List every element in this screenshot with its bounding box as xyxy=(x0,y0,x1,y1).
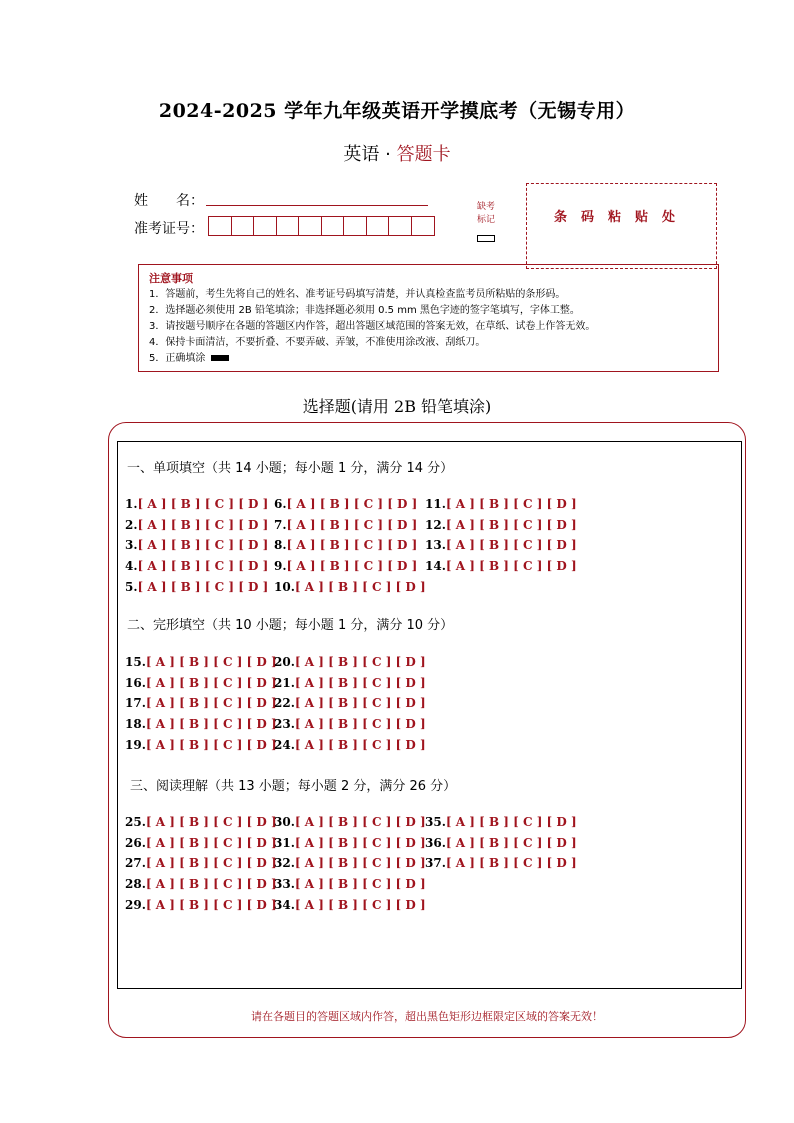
answer-options[interactable]: [ A ] [ B ] [ C ] [ D ] xyxy=(286,517,418,532)
answer-options[interactable]: [ A ] [ B ] [ C ] [ D ] xyxy=(145,815,277,829)
part-title-single-choice: 一、单项填空（共 14 小题；每小题 1 分，满分 14 分） xyxy=(127,461,454,476)
question-30[interactable] xyxy=(274,815,426,829)
answer-options[interactable]: [ A ] [ B ] [ C ] [ D ] xyxy=(137,517,269,532)
question-number: 8. xyxy=(274,538,287,553)
question-number: 17. xyxy=(125,696,146,711)
question-number: 28. xyxy=(125,877,146,892)
question-10[interactable] xyxy=(274,580,426,594)
choice-section-title: 选择题(请用 2B 铅笔填涂) xyxy=(302,397,492,416)
question-12[interactable] xyxy=(425,518,577,532)
missing-exam-checkbox[interactable] xyxy=(477,235,495,242)
question-number: 14. xyxy=(425,559,446,574)
answer-options[interactable]: [ A ] [ B ] [ C ] [ D ] xyxy=(286,538,418,553)
question-4[interactable] xyxy=(125,559,268,573)
question-number: 4. xyxy=(125,559,138,574)
question-35[interactable] xyxy=(425,815,577,829)
answer-options[interactable]: [ A ] [ B ] [ C ] [ D ] xyxy=(294,877,426,892)
part-title-reading: 三、阅读理解（共 13 小题；每小题 2 分，满分 26 分） xyxy=(130,779,457,794)
question-28[interactable] xyxy=(125,877,277,891)
question-number: 33. xyxy=(274,877,295,892)
question-number: 32. xyxy=(274,856,295,871)
answer-options[interactable]: [ A ] [ B ] [ C ] [ D ] xyxy=(145,696,277,711)
question-19[interactable] xyxy=(125,738,277,752)
answer-options[interactable]: [ A ] [ B ] [ C ] [ D ] xyxy=(137,579,269,594)
question-1[interactable] xyxy=(125,497,268,511)
part-title-cloze: 二、完形填空（共 10 小题；每小题 1 分，满分 10 分） xyxy=(127,618,454,633)
answer-options[interactable]: [ A ] [ B ] [ C ] [ D ] xyxy=(145,897,277,912)
answer-options[interactable]: [ A ] [ B ] [ C ] [ D ] xyxy=(445,815,577,829)
question-number: 29. xyxy=(125,897,146,912)
answer-options[interactable]: [ A ] [ B ] [ C ] [ D ] xyxy=(145,877,277,892)
footer-warning: 请在各题目的答题区域内作答，超出黑色矩形边框限定区域的答案无效！ xyxy=(251,1010,603,1023)
answer-options[interactable]: [ A ] [ B ] [ C ] [ D ] xyxy=(145,655,277,669)
answer-options[interactable]: [ A ] [ B ] [ C ] [ D ] xyxy=(286,559,418,574)
barcode-area xyxy=(526,183,717,269)
question-5[interactable] xyxy=(125,580,268,594)
question-14[interactable] xyxy=(425,559,577,573)
answer-options[interactable]: [ A ] [ B ] [ C ] [ D ] xyxy=(294,696,426,711)
subject-label: 英语 · xyxy=(343,144,397,165)
answer-options[interactable]: [ A ] [ B ] [ C ] [ D ] xyxy=(294,856,426,871)
id-digit-box[interactable] xyxy=(232,217,255,235)
question-20[interactable] xyxy=(274,655,426,669)
question-number: 5. xyxy=(125,579,138,594)
question-3[interactable] xyxy=(125,538,268,552)
question-number: 35. xyxy=(425,815,446,829)
answer-options[interactable]: [ A ] [ B ] [ C ] [ D ] xyxy=(145,856,277,871)
question-number: 3. xyxy=(125,538,138,553)
notice-item: 1．答题前，考生先将自己的姓名、准考证号码填写清楚，并认真检查监考员所粘贴的条形码。 xyxy=(149,289,566,300)
answer-options[interactable]: [ A ] [ B ] [ C ] [ D ] xyxy=(294,717,426,732)
question-number: 6. xyxy=(274,497,287,511)
question-number: 16. xyxy=(125,675,146,690)
question-number: 11. xyxy=(425,497,446,511)
question-37[interactable] xyxy=(425,856,577,870)
id-digit-box[interactable] xyxy=(254,217,277,235)
question-36[interactable] xyxy=(425,836,577,850)
id-digit-box[interactable] xyxy=(277,217,300,235)
notice-title: 注意事项 xyxy=(149,272,193,285)
question-number: 2. xyxy=(125,517,138,532)
question-26[interactable] xyxy=(125,836,277,850)
question-23[interactable] xyxy=(274,717,426,731)
question-number: 7. xyxy=(274,517,287,532)
question-number: 34. xyxy=(274,897,295,912)
answer-options[interactable]: [ A ] [ B ] [ C ] [ D ] xyxy=(445,559,577,574)
answer-options[interactable]: [ A ] [ B ] [ C ] [ D ] xyxy=(294,655,426,669)
answer-options[interactable]: [ A ] [ B ] [ C ] [ D ] xyxy=(286,497,418,511)
question-number: 37. xyxy=(425,856,446,871)
answer-options[interactable]: [ A ] [ B ] [ C ] [ D ] xyxy=(145,835,277,850)
answer-options[interactable]: [ A ] [ B ] [ C ] [ D ] xyxy=(294,737,426,752)
answer-options[interactable]: [ A ] [ B ] [ C ] [ D ] xyxy=(294,815,426,829)
answer-options[interactable]: [ A ] [ B ] [ C ] [ D ] xyxy=(145,737,277,752)
question-number: 25. xyxy=(125,815,146,829)
answer-options[interactable]: [ A ] [ B ] [ C ] [ D ] xyxy=(137,497,269,511)
question-number: 19. xyxy=(125,737,146,752)
notice-item: 2．选择题必须使用 2B 铅笔填涂；非选择题必须用 0.5 mm 黑色字迹的签字笔填写，字体工整。 xyxy=(149,305,580,316)
answer-card-label: 答题卡 xyxy=(396,144,451,165)
question-number: 13. xyxy=(425,538,446,553)
question-24[interactable] xyxy=(274,738,426,752)
question-number: 12. xyxy=(425,517,446,532)
answer-options[interactable]: [ A ] [ B ] [ C ] [ D ] xyxy=(145,717,277,732)
question-8[interactable] xyxy=(274,538,417,552)
page-title: 2024-2025 学年九年级英语开学摸底考（无锡专用） xyxy=(158,100,636,122)
question-21[interactable] xyxy=(274,676,426,690)
question-9[interactable] xyxy=(274,559,417,573)
answer-options[interactable]: [ A ] [ B ] [ C ] [ D ] xyxy=(294,675,426,690)
id-digit-box[interactable] xyxy=(299,217,322,235)
barcode-label: 条码粘贴处 xyxy=(553,210,689,225)
id-digit-box[interactable] xyxy=(389,217,412,235)
notice-item-fill-sample xyxy=(149,351,708,367)
notice-item: 5．正确填涂 xyxy=(149,353,206,364)
question-number: 9. xyxy=(274,559,287,574)
notice-item: 4．保持卡面清洁，不要折叠、不要弄破、弄皱，不准使用涂改液、刮纸刀。 xyxy=(149,337,486,348)
missing-exam-label xyxy=(470,201,502,227)
id-label: 准考证号： xyxy=(134,221,204,237)
answer-options[interactable]: [ A ] [ B ] [ C ] [ D ] xyxy=(445,538,577,553)
notice-box xyxy=(138,264,719,372)
question-number: 10. xyxy=(274,579,295,594)
name-field[interactable] xyxy=(206,205,428,206)
question-16[interactable] xyxy=(125,676,277,690)
id-digit-box[interactable] xyxy=(412,217,435,235)
answer-options[interactable]: [ A ] [ B ] [ C ] [ D ] xyxy=(294,835,426,850)
question-27[interactable] xyxy=(125,856,277,870)
question-number: 20. xyxy=(274,655,295,669)
question-number: 21. xyxy=(274,675,295,690)
question-number: 30. xyxy=(274,815,295,829)
question-7[interactable] xyxy=(274,518,417,532)
question-number: 24. xyxy=(274,737,295,752)
answer-options[interactable]: [ A ] [ B ] [ C ] [ D ] xyxy=(294,579,426,594)
answer-card-subtitle xyxy=(0,140,794,166)
question-34[interactable] xyxy=(274,898,426,912)
name-label: 姓 名： xyxy=(134,193,204,209)
fill-sample-mark xyxy=(211,355,229,361)
missing-label-line2: 标记 xyxy=(476,215,495,225)
id-digit-box[interactable] xyxy=(209,217,232,235)
answer-options[interactable]: [ A ] [ B ] [ C ] [ D ] xyxy=(137,538,269,553)
question-number: 27. xyxy=(125,856,146,871)
answer-options[interactable]: [ A ] [ B ] [ C ] [ D ] xyxy=(137,559,269,574)
question-29[interactable] xyxy=(125,898,277,912)
question-number: 26. xyxy=(125,835,146,850)
answer-options[interactable]: [ A ] [ B ] [ C ] [ D ] xyxy=(445,835,577,850)
question-32[interactable] xyxy=(274,856,426,870)
question-25[interactable] xyxy=(125,815,277,829)
question-number: 23. xyxy=(274,717,295,732)
question-11[interactable] xyxy=(425,497,577,511)
question-33[interactable] xyxy=(274,877,426,891)
answer-options[interactable]: [ A ] [ B ] [ C ] [ D ] xyxy=(445,517,577,532)
question-number: 1. xyxy=(125,497,138,511)
question-number: 31. xyxy=(274,835,295,850)
id-digit-box[interactable] xyxy=(344,217,367,235)
question-number: 36. xyxy=(425,835,446,850)
answer-options[interactable]: [ A ] [ B ] [ C ] [ D ] xyxy=(445,856,577,871)
question-number: 18. xyxy=(125,717,146,732)
question-15[interactable] xyxy=(125,655,277,669)
answer-options[interactable]: [ A ] [ B ] [ C ] [ D ] xyxy=(145,675,277,690)
id-number-boxes[interactable] xyxy=(208,216,435,236)
question-number: 15. xyxy=(125,655,146,669)
answer-options[interactable]: [ A ] [ B ] [ C ] [ D ] xyxy=(294,897,426,912)
question-18[interactable] xyxy=(125,717,277,731)
question-13[interactable] xyxy=(425,538,577,552)
question-17[interactable] xyxy=(125,696,277,710)
question-31[interactable] xyxy=(274,836,426,850)
id-digit-box[interactable] xyxy=(367,217,390,235)
question-2[interactable] xyxy=(125,518,268,532)
question-number: 22. xyxy=(274,696,295,711)
question-22[interactable] xyxy=(274,696,426,710)
missing-label-line1: 缺考 xyxy=(476,202,495,212)
question-6[interactable] xyxy=(274,497,417,511)
notice-item: 3．请按题号顺序在各题的答题区内作答，超出答题区域范围的答案无效，在草纸、试卷上作答无效。 xyxy=(149,321,596,332)
answer-options[interactable]: [ A ] [ B ] [ C ] [ D ] xyxy=(445,497,577,511)
id-digit-box[interactable] xyxy=(322,217,345,235)
